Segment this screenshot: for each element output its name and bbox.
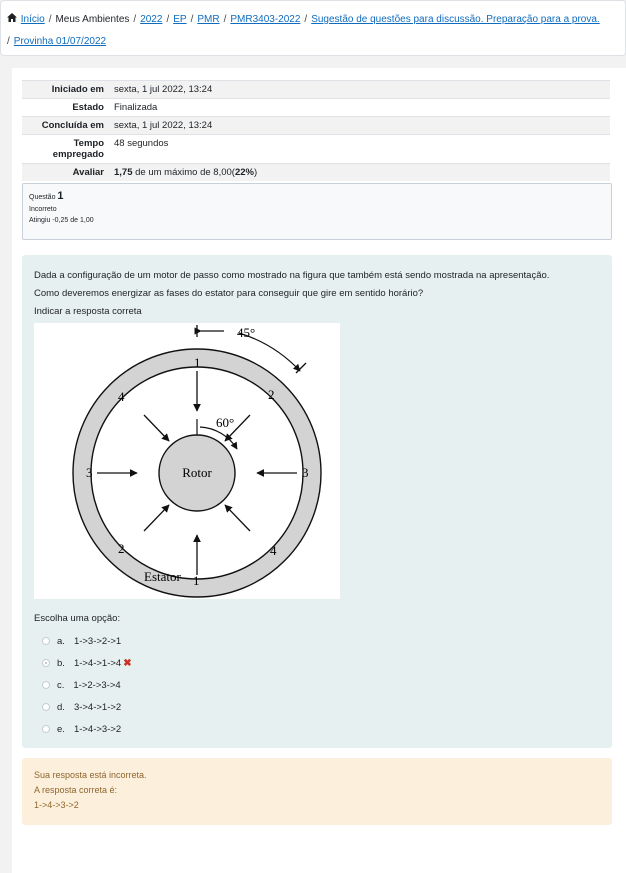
summary-row-completed (22, 117, 610, 135)
question-text-3: Indicar a resposta correta (34, 306, 142, 317)
question-text-1: Dada a configuração de um motor de passo como mostrado na figura que também está sendo mostrada na apresentação. (34, 270, 550, 281)
option-letter: c. (57, 679, 65, 691)
breadcrumb-separator: / (133, 14, 137, 25)
breadcrumb-separator: / (166, 14, 170, 25)
option-b[interactable] (42, 652, 132, 674)
summary-label: Iniciado em (51, 84, 104, 95)
question-formulation (22, 255, 612, 748)
breadcrumb-link-course[interactable]: PMR3403-2022 (230, 14, 301, 25)
breadcrumb-link-ep[interactable]: EP (173, 14, 187, 25)
summary-row-state (22, 99, 610, 117)
stepper-motor-figure (34, 323, 340, 599)
option-text: 1->4->1->4 (73, 657, 122, 669)
summary-row-started (22, 81, 610, 99)
question-number: 1 (57, 190, 64, 202)
summary-value: Finalizada (114, 102, 158, 113)
radio-option-a[interactable] (42, 637, 50, 645)
question-state: Incorreto (29, 206, 57, 213)
feedback-box (22, 758, 612, 825)
grade-percent: 22% (234, 167, 254, 178)
phase-label-3-right: 3 (302, 465, 309, 480)
radio-option-c[interactable] (42, 681, 50, 689)
breadcrumb-bar (0, 0, 626, 56)
summary-label: Tempo empregado (52, 138, 104, 160)
phase-label-1-top: 1 (194, 355, 201, 370)
stepper-motor-diagram (34, 323, 340, 599)
breadcrumb-separator: / (48, 14, 52, 25)
phase-label-4-bottom: 4 (270, 543, 277, 558)
option-a[interactable] (42, 630, 132, 652)
option-e[interactable] (42, 718, 132, 740)
option-text: 3->4->1->2 (73, 701, 122, 713)
option-d[interactable] (42, 696, 132, 718)
summary-value: 48 segundos (114, 138, 169, 149)
summary-value (110, 164, 610, 182)
breadcrumb-link-2022[interactable]: 2022 (140, 14, 163, 25)
summary-label: Estado (72, 102, 104, 113)
answer-options (42, 630, 132, 740)
radio-option-e[interactable] (42, 725, 50, 733)
radio-option-b[interactable] (42, 659, 50, 667)
summary-row-grade (22, 164, 610, 182)
angle-45-label: 45° (237, 325, 256, 340)
phase-label-4-top: 4 (118, 389, 125, 404)
correct-answer: 1->4->3->2 (34, 800, 79, 810)
question-mark: Atingiu -0,25 de 1,00 (29, 217, 94, 224)
rotor-label: Rotor (182, 465, 212, 480)
phase-label-2-bottom: 2 (118, 541, 125, 556)
question-label: Questão (29, 194, 56, 201)
answer-prompt: Escolha uma opção: (34, 613, 121, 624)
grade-text-end: ) (253, 167, 258, 178)
main-region (12, 68, 626, 873)
summary-value: sexta, 1 jul 2022, 13:24 (114, 84, 213, 95)
option-letter: d. (57, 701, 65, 713)
breadcrumb-link-quiz[interactable]: Provinha 01/07/2022 (13, 36, 107, 47)
breadcrumb-link-section[interactable]: Sugestão de questões para discussão. Preparação para a prova. (311, 14, 600, 25)
option-letter: a. (57, 635, 65, 647)
breadcrumb (7, 9, 607, 53)
breadcrumb-link-inicio[interactable]: Início (20, 14, 45, 25)
option-c[interactable] (42, 674, 132, 696)
option-text: 1->4->3->2 (73, 723, 122, 735)
correct-answer-label: A resposta correta é: (34, 785, 118, 795)
phase-label-2-top: 2 (268, 387, 275, 402)
question-text-2: Como deveremos energizar as fases do estator para conseguir que gire em sentido horário? (34, 288, 424, 299)
attempt-summary-table (22, 80, 610, 181)
summary-value: sexta, 1 jul 2022, 13:24 (114, 120, 213, 131)
grade-score: 1,75 (114, 167, 133, 178)
home-icon (7, 13, 17, 22)
summary-row-time (22, 135, 610, 164)
radio-option-d[interactable] (42, 703, 50, 711)
feedback-result: Sua resposta está incorreta. (34, 770, 147, 780)
summary-label: Concluída em (41, 120, 104, 131)
option-text: 1->3->2->1 (73, 635, 122, 647)
angle-60-label: 60° (216, 415, 235, 430)
breadcrumb-separator: / (190, 14, 194, 25)
incorrect-icon: ✖ (123, 657, 132, 669)
breadcrumb-link-pmr[interactable]: PMR (197, 14, 220, 25)
option-letter: e. (57, 723, 65, 735)
phase-label-1-bottom: 1 (193, 573, 200, 588)
option-letter: b. (57, 657, 65, 669)
breadcrumb-item-meus-ambientes: Meus Ambientes (55, 14, 130, 25)
question-info-box (22, 183, 612, 240)
option-text: 1->2->3->4 (73, 679, 121, 691)
summary-label: Avaliar (72, 167, 104, 178)
phase-label-3-left: 3 (86, 465, 93, 480)
breadcrumb-separator: / (223, 14, 227, 25)
breadcrumb-separator: / (7, 36, 10, 47)
stator-label: Estator (144, 569, 181, 584)
breadcrumb-separator: / (304, 14, 308, 25)
grade-text: de um máximo de 8,00( (132, 167, 235, 178)
